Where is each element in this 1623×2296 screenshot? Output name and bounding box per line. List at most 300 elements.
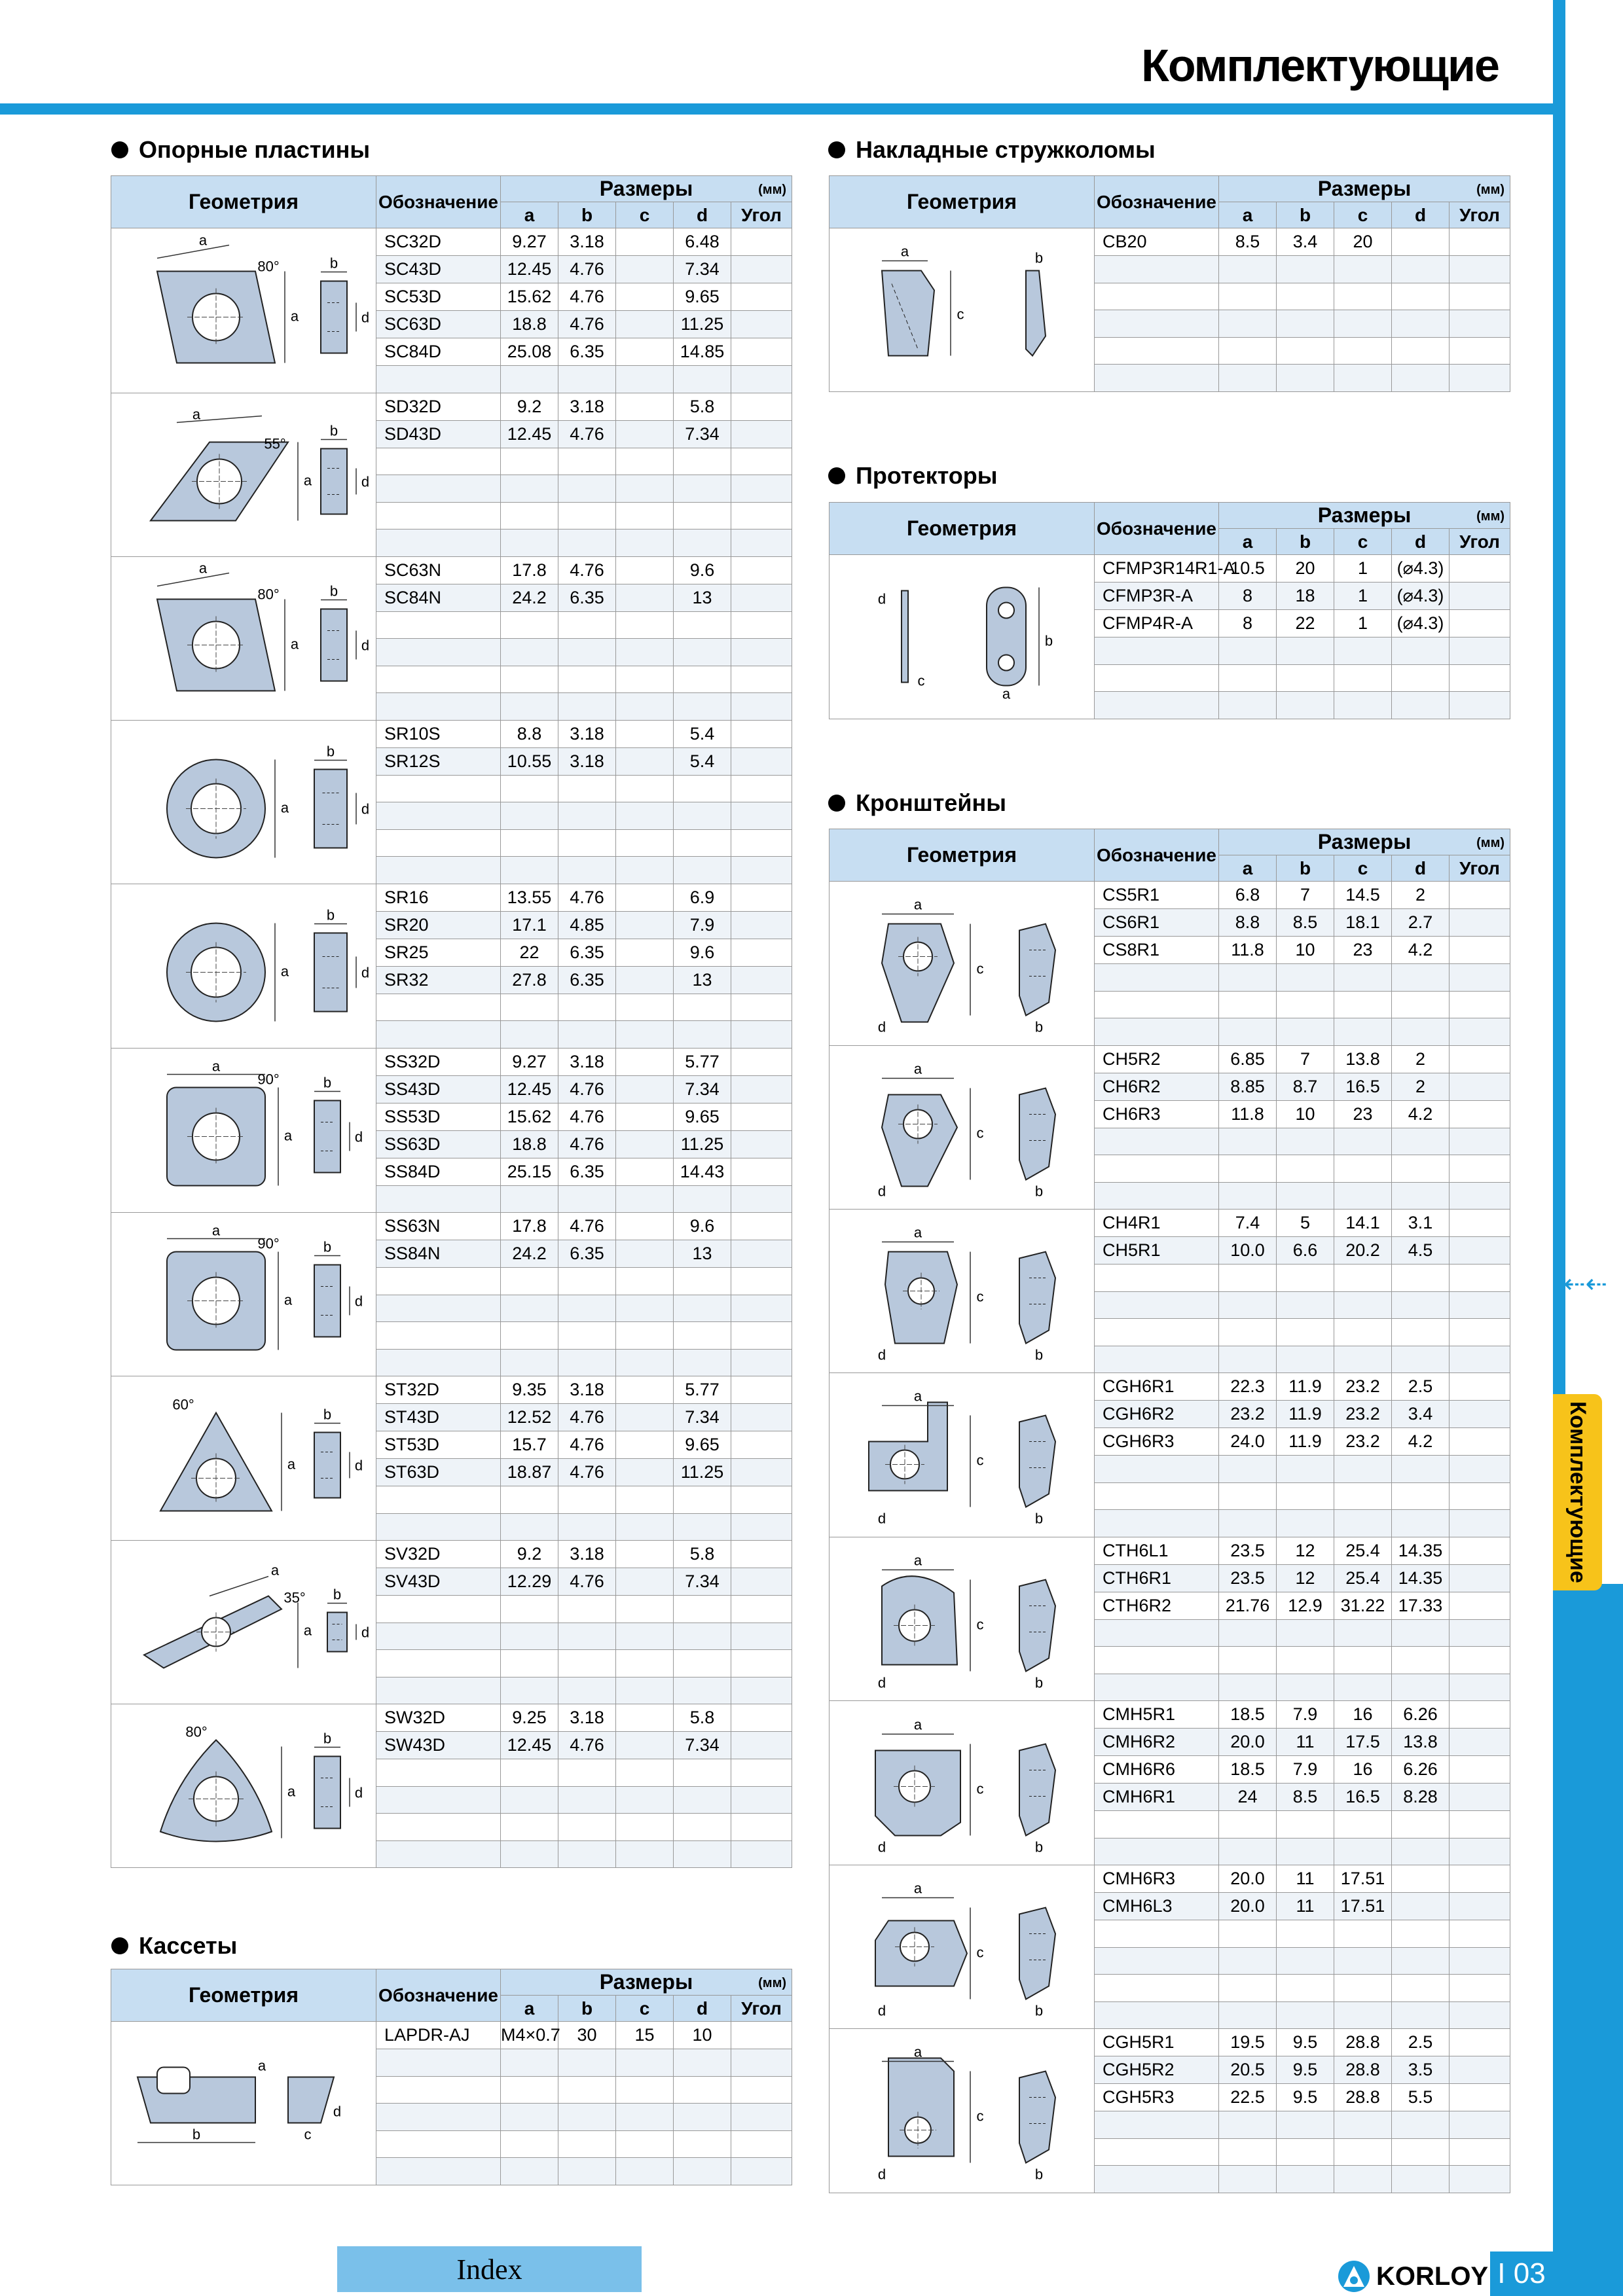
value-cell <box>501 994 558 1021</box>
svg-text:90°: 90° <box>257 1071 280 1088</box>
svg-text:a: a <box>283 1291 293 1308</box>
value-cell: 4.76 <box>558 311 616 338</box>
value-cell <box>1277 1182 1334 1210</box>
value-cell <box>1277 365 1334 392</box>
value-cell: 15.62 <box>501 1103 558 1130</box>
value-cell <box>1334 664 1392 692</box>
geometry-cell <box>830 882 1095 1046</box>
value-cell <box>616 420 674 448</box>
value-cell: 1 <box>1334 583 1392 610</box>
angle-cell <box>1450 283 1510 310</box>
value-cell <box>674 611 731 639</box>
shim-w-drawing <box>111 1704 373 1867</box>
angle-cell <box>1450 1237 1510 1265</box>
value-cell <box>1219 1456 1277 1483</box>
value-cell <box>1277 991 1334 1018</box>
value-cell <box>1219 664 1277 692</box>
angle-cell <box>1450 1975 1510 2002</box>
value-cell <box>558 693 616 721</box>
angle-cell <box>731 1568 792 1596</box>
value-cell: (⌀4.3) <box>1392 610 1450 637</box>
designation-cell: CMH6R1 <box>1095 1784 1219 1811</box>
value-cell <box>616 1486 674 1514</box>
angle-cell <box>1450 2056 1510 2084</box>
angle-cell <box>731 283 792 311</box>
value-cell <box>1334 1128 1392 1155</box>
header-c: c <box>1334 529 1392 555</box>
value-cell <box>616 1759 674 1787</box>
designation-cell: SS63N <box>376 1213 501 1240</box>
value-cell: 11.9 <box>1277 1401 1334 1428</box>
angle-cell <box>1450 1510 1510 1537</box>
value-cell <box>501 1623 558 1650</box>
svg-text:a: a <box>913 1880 922 1897</box>
header-sizes: Размеры (мм) <box>501 176 792 202</box>
value-cell: 25.15 <box>501 1158 558 1185</box>
angle-cell <box>1450 610 1510 637</box>
designation-cell <box>1095 1265 1219 1292</box>
value-cell: 19.5 <box>1219 2029 1277 2056</box>
svg-text:a: a <box>287 1456 296 1472</box>
value-cell <box>1334 310 1392 338</box>
table-row <box>830 228 1510 256</box>
designation-cell: SS53D <box>376 1103 501 1130</box>
table-row <box>830 1865 1510 1893</box>
svg-text:b: b <box>1034 1346 1044 1363</box>
value-cell <box>674 1185 731 1213</box>
angle-cell <box>731 1213 792 1240</box>
value-cell: 4.76 <box>558 1732 616 1759</box>
value-cell: 31.22 <box>1334 1592 1392 1619</box>
geometry-cell <box>111 393 376 556</box>
value-cell <box>558 1486 616 1514</box>
value-cell <box>1392 256 1450 283</box>
designation-cell: SC63D <box>376 311 501 338</box>
value-cell: 28.8 <box>1334 2084 1392 2111</box>
angle-cell <box>1450 1838 1510 1865</box>
svg-text:d: d <box>877 2166 886 2183</box>
value-cell <box>616 1704 674 1732</box>
designation-cell: CH6R3 <box>1095 1100 1219 1128</box>
value-cell <box>501 2158 558 2185</box>
value-cell <box>501 802 558 830</box>
angle-cell <box>731 1404 792 1431</box>
angle-cell <box>731 1704 792 1732</box>
value-cell <box>616 1786 674 1814</box>
value-cell <box>616 448 674 475</box>
value-cell <box>1219 964 1277 992</box>
svg-text:d: d <box>354 1457 363 1473</box>
designation-cell <box>1095 1128 1219 1155</box>
svg-text:d: d <box>877 2002 886 2019</box>
designation-cell: CB20 <box>1095 228 1219 256</box>
value-cell: 6.6 <box>1277 1237 1334 1265</box>
value-cell <box>1392 637 1450 665</box>
angle-cell <box>731 1840 792 1868</box>
value-cell: 13.55 <box>501 884 558 911</box>
designation-cell <box>1095 664 1219 692</box>
value-cell: 7.34 <box>674 420 731 448</box>
svg-text:80°: 80° <box>185 1723 208 1740</box>
value-cell <box>674 1295 731 1322</box>
value-cell <box>1392 664 1450 692</box>
table-row <box>111 1541 792 1568</box>
value-cell <box>674 1021 731 1049</box>
value-cell: 11.25 <box>674 311 731 338</box>
value-cell: 12.45 <box>501 256 558 283</box>
designation-cell <box>376 448 501 475</box>
geometry-cell <box>830 1701 1095 1865</box>
value-cell: 9.5 <box>1277 2084 1334 2111</box>
angle-cell <box>1450 1701 1510 1729</box>
table-row <box>830 2029 1510 2056</box>
value-cell <box>616 311 674 338</box>
svg-text:b: b <box>329 583 338 599</box>
designation-cell <box>376 775 501 802</box>
svg-text:d: d <box>361 473 370 490</box>
value-cell: 2 <box>1392 882 1450 909</box>
value-cell <box>558 2076 616 2104</box>
value-cell <box>501 2076 558 2104</box>
value-cell <box>1392 283 1450 310</box>
designation-cell: CFMP4R-A <box>1095 610 1219 637</box>
angle-cell <box>731 939 792 966</box>
angle-cell <box>1450 310 1510 338</box>
designation-cell <box>376 1840 501 1868</box>
value-cell <box>674 475 731 503</box>
svg-text:c: c <box>976 960 984 977</box>
value-cell <box>1277 1947 1334 1975</box>
designation-cell: CTH6R1 <box>1095 1564 1219 1592</box>
value-cell <box>616 802 674 830</box>
value-cell <box>558 1295 616 1322</box>
designation-cell: CH5R1 <box>1095 1237 1219 1265</box>
value-cell <box>1334 1018 1392 1046</box>
value-cell: 17.51 <box>1334 1893 1392 1920</box>
value-cell <box>1334 2138 1392 2166</box>
value-cell: 2.7 <box>1392 909 1450 937</box>
value-cell: 15.62 <box>501 283 558 311</box>
value-cell <box>1334 1482 1392 1510</box>
value-cell: 28.8 <box>1334 2029 1392 2056</box>
angle-cell <box>731 1103 792 1130</box>
section-title-text: Кассеты <box>139 1932 238 1959</box>
angle-cell <box>1450 937 1510 964</box>
value-cell <box>1277 337 1334 365</box>
angle-cell <box>731 1650 792 1677</box>
table-row <box>830 1373 1510 1401</box>
protectors-table <box>829 502 1510 719</box>
designation-cell <box>1095 1838 1219 1865</box>
value-cell <box>616 338 674 366</box>
designation-cell: ST53D <box>376 1431 501 1459</box>
table-row <box>830 1537 1510 1564</box>
value-cell <box>616 1732 674 1759</box>
value-cell: 20.2 <box>1334 1237 1392 1265</box>
value-cell <box>674 1623 731 1650</box>
value-cell <box>501 2049 558 2077</box>
value-cell <box>1392 692 1450 719</box>
value-cell: 15.7 <box>501 1431 558 1459</box>
value-cell <box>1277 1811 1334 1839</box>
value-cell: 21.76 <box>1219 1592 1277 1619</box>
value-cell <box>616 693 674 721</box>
value-cell: 9.6 <box>674 556 731 584</box>
side-tab-accessories[interactable] <box>1553 1394 1602 1590</box>
angle-cell <box>731 2049 792 2077</box>
value-cell: 15 <box>616 2022 674 2049</box>
value-cell <box>1277 1155 1334 1183</box>
value-cell: 7.34 <box>674 1075 731 1103</box>
svg-text:a: a <box>913 896 922 913</box>
geometry-cell <box>111 1704 376 1868</box>
value-cell <box>616 2076 674 2104</box>
value-cell <box>558 639 616 666</box>
value-cell <box>1392 1182 1450 1210</box>
angle-cell <box>1450 1128 1510 1155</box>
bracket-drawing <box>830 1046 1091 1209</box>
value-cell: 5.8 <box>674 1541 731 1568</box>
table-row <box>111 1376 792 1404</box>
angle-cell <box>731 529 792 557</box>
value-cell: 27.8 <box>501 966 558 994</box>
designation-cell: ST32D <box>376 1376 501 1404</box>
designation-cell: CGH6R1 <box>1095 1373 1219 1401</box>
value-cell: 7 <box>1277 882 1334 909</box>
value-cell <box>616 666 674 693</box>
value-cell: 4.76 <box>558 1213 616 1240</box>
value-cell <box>616 2104 674 2131</box>
value-cell: 16 <box>1334 1701 1392 1729</box>
angle-cell <box>731 228 792 256</box>
value-cell: 12.45 <box>501 420 558 448</box>
value-cell <box>1334 1647 1392 1674</box>
value-cell <box>1219 256 1277 283</box>
angle-cell <box>1450 1729 1510 1756</box>
table-row <box>111 393 792 420</box>
table-row <box>111 228 792 256</box>
angle-cell <box>731 502 792 529</box>
value-cell: 13.8 <box>1334 1045 1392 1073</box>
designation-cell <box>1095 1018 1219 1046</box>
value-cell: 14.5 <box>1334 882 1392 909</box>
value-cell: 16 <box>1334 1756 1392 1784</box>
value-cell: 10.0 <box>1219 1237 1277 1265</box>
value-cell <box>558 775 616 802</box>
svg-text:b: b <box>329 255 338 272</box>
value-cell: 3.18 <box>558 393 616 420</box>
value-cell <box>616 1158 674 1185</box>
value-cell <box>1277 1265 1334 1292</box>
value-cell <box>1392 1510 1450 1537</box>
value-cell <box>616 584 674 611</box>
table-row <box>830 1210 1510 1237</box>
svg-text:a: a <box>913 1552 922 1569</box>
angle-cell <box>1450 1865 1510 1893</box>
value-cell <box>616 283 674 311</box>
shim-c80-drawing <box>111 229 373 392</box>
value-cell <box>1277 2001 1334 2029</box>
designation-cell: CH6R2 <box>1095 1073 1219 1100</box>
value-cell <box>501 1596 558 1623</box>
value-cell: 23.2 <box>1334 1401 1392 1428</box>
designation-cell <box>1095 964 1219 992</box>
nav-arrows-icon[interactable]: ⇠⇠ <box>1563 1270 1608 1299</box>
angle-cell <box>1450 964 1510 992</box>
bracket-drawing <box>830 1865 1091 2028</box>
value-cell <box>1392 1619 1450 1647</box>
value-cell: 6.26 <box>1392 1756 1450 1784</box>
value-cell: 23.2 <box>1334 1428 1392 1456</box>
svg-text:35°: 35° <box>283 1589 306 1606</box>
value-cell <box>1392 1975 1450 2002</box>
value-cell <box>558 1021 616 1049</box>
value-cell: 2 <box>1392 1073 1450 1100</box>
designation-cell <box>376 1185 501 1213</box>
value-cell <box>1334 2166 1392 2193</box>
angle-cell <box>1450 664 1510 692</box>
value-cell: 22.3 <box>1219 1373 1277 1401</box>
value-cell: 11 <box>1277 1893 1334 1920</box>
value-cell <box>1392 2111 1450 2139</box>
value-cell: 23.2 <box>1219 1401 1277 1428</box>
angle-cell <box>1450 365 1510 392</box>
header-a: a <box>1219 855 1277 882</box>
value-cell: 23.5 <box>1219 1564 1277 1592</box>
value-cell <box>1334 1510 1392 1537</box>
index-button[interactable]: Index <box>337 2246 642 2292</box>
svg-text:c: c <box>976 1616 984 1633</box>
angle-cell <box>1450 637 1510 665</box>
designation-cell: SC63N <box>376 556 501 584</box>
designation-cell <box>1095 1482 1219 1510</box>
header-a: a <box>501 1996 558 2022</box>
shim-c80n-drawing <box>111 557 373 720</box>
svg-text:b: b <box>323 1238 332 1255</box>
angle-cell <box>1450 1592 1510 1619</box>
value-cell: 5 <box>1277 1210 1334 1237</box>
value-cell: 17.1 <box>501 911 558 939</box>
value-cell <box>558 448 616 475</box>
geometry-cell <box>830 1865 1095 2029</box>
svg-text:a: a <box>303 472 312 488</box>
value-cell <box>1392 1291 1450 1319</box>
angle-cell <box>1450 1401 1510 1428</box>
shim-v-drawing <box>111 1541 373 1704</box>
designation-cell: SC43D <box>376 256 501 283</box>
value-cell: 6.35 <box>558 966 616 994</box>
designation-cell <box>1095 1920 1219 1948</box>
page-title: Комплектующие <box>1141 40 1499 91</box>
value-cell <box>1392 1155 1450 1183</box>
value-cell <box>616 1568 674 1596</box>
value-cell <box>616 1130 674 1158</box>
value-cell <box>616 829 674 857</box>
svg-text:90°: 90° <box>257 1235 280 1252</box>
svg-text:d: d <box>354 1128 363 1145</box>
value-cell <box>616 1213 674 1240</box>
value-cell <box>501 1322 558 1350</box>
value-cell <box>501 693 558 721</box>
svg-text:b: b <box>1034 1674 1044 1691</box>
table-row <box>111 884 792 911</box>
svg-text:a: a <box>280 799 289 816</box>
value-cell: 9.2 <box>501 393 558 420</box>
designation-cell <box>1095 310 1219 338</box>
section-title-chipbreakers <box>828 136 1156 164</box>
value-cell: 18.1 <box>1334 909 1392 937</box>
designation-cell: SD32D <box>376 393 501 420</box>
svg-text:a: a <box>290 308 299 325</box>
section-title-text: Кронштейны <box>856 789 1006 816</box>
svg-text:d: d <box>877 1346 886 1363</box>
value-cell: 4.76 <box>558 1431 616 1459</box>
value-cell: 8.28 <box>1392 1784 1450 1811</box>
bullet-icon <box>828 467 845 484</box>
svg-text:d: d <box>354 1293 363 1310</box>
angle-cell <box>1450 1674 1510 1701</box>
value-cell <box>501 2104 558 2131</box>
value-cell: 12.45 <box>501 1732 558 1759</box>
designation-cell <box>376 994 501 1021</box>
angle-cell <box>731 2022 792 2049</box>
header-angle: Угол <box>1450 855 1510 882</box>
value-cell: 13 <box>674 1240 731 1268</box>
value-cell <box>558 2049 616 2077</box>
value-cell: 4.76 <box>558 1103 616 1130</box>
value-cell <box>1392 1456 1450 1483</box>
svg-text:b: b <box>1034 2166 1044 2183</box>
angle-cell <box>731 1295 792 1322</box>
designation-cell <box>376 1268 501 1295</box>
value-cell <box>1277 692 1334 719</box>
angle-cell <box>1450 2029 1510 2056</box>
table-row <box>830 882 1510 909</box>
value-cell: 1 <box>1334 610 1392 637</box>
angle-cell <box>731 1158 792 1185</box>
designation-cell: CH4R1 <box>1095 1210 1219 1237</box>
value-cell <box>616 1840 674 1868</box>
bullet-icon <box>111 141 128 158</box>
value-cell: 8.5 <box>1277 909 1334 937</box>
value-cell <box>674 2158 731 2185</box>
designation-cell <box>376 475 501 503</box>
value-cell <box>1392 1346 1450 1373</box>
value-cell <box>1277 1920 1334 1948</box>
designation-cell <box>376 693 501 721</box>
value-cell <box>674 1814 731 1841</box>
svg-text:c: c <box>976 1288 984 1305</box>
value-cell <box>558 2158 616 2185</box>
value-cell: 8 <box>1219 583 1277 610</box>
value-cell <box>1334 1319 1392 1346</box>
value-cell <box>1219 1510 1277 1537</box>
section-title-text: Накладные стружколомы <box>856 136 1156 163</box>
value-cell: 13 <box>674 966 731 994</box>
value-cell <box>558 1650 616 1677</box>
designation-cell <box>1095 2001 1219 2029</box>
value-cell <box>674 829 731 857</box>
value-cell: (⌀4.3) <box>1392 583 1450 610</box>
designation-cell <box>376 802 501 830</box>
angle-cell <box>731 2130 792 2158</box>
svg-text:d: d <box>333 2103 342 2120</box>
angle-cell <box>1450 2084 1510 2111</box>
value-cell <box>1277 2138 1334 2166</box>
value-cell: 6.26 <box>1392 1701 1450 1729</box>
angle-cell <box>1450 1619 1510 1647</box>
brand-logo <box>1336 2258 1488 2295</box>
